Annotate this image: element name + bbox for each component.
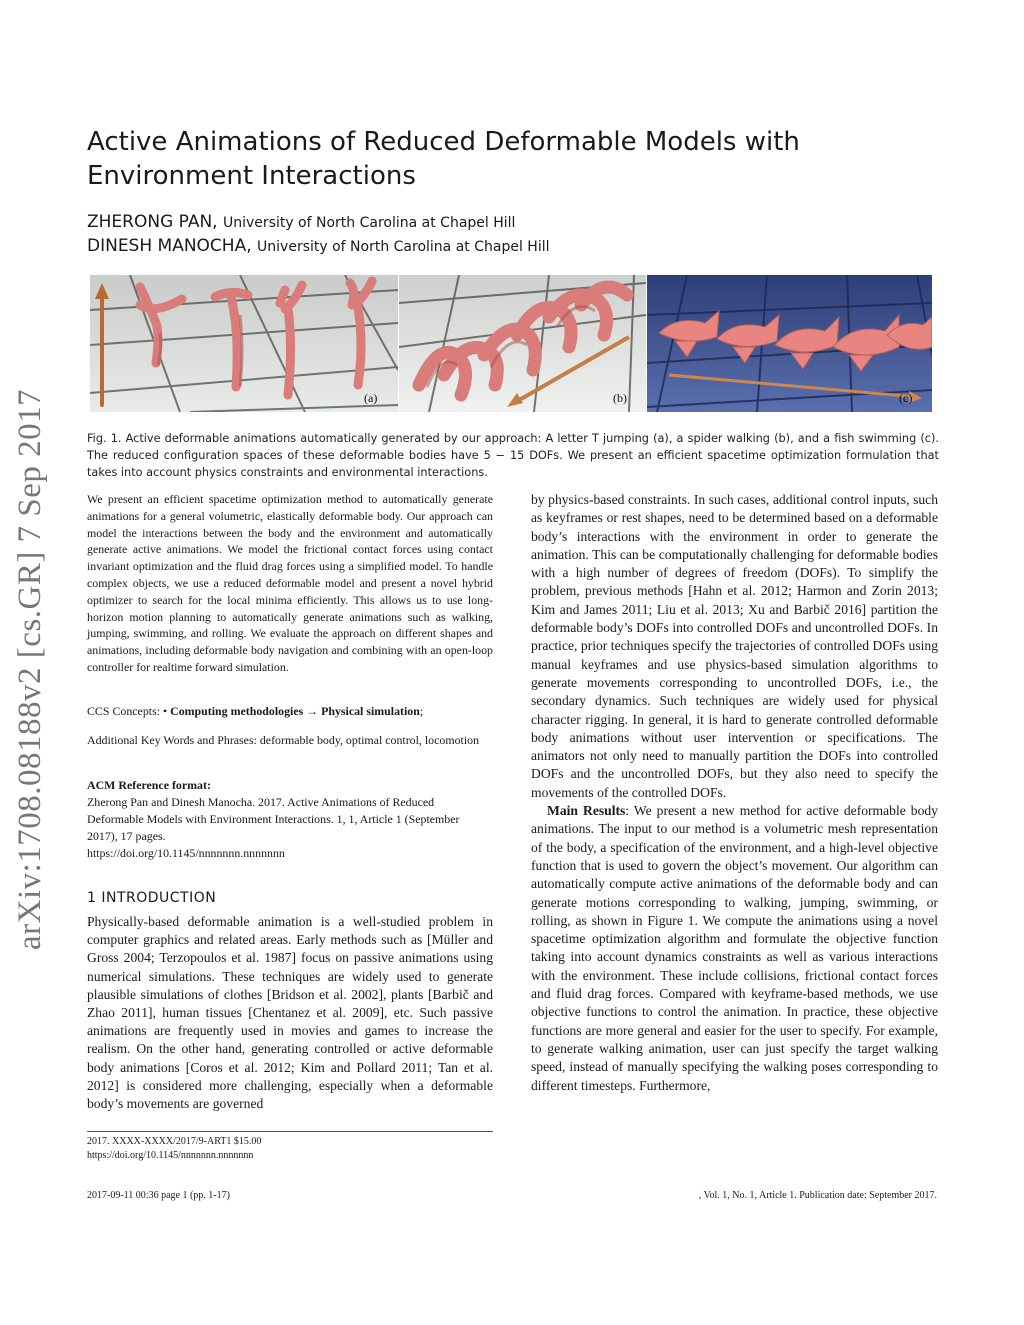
introduction-left-column: [87, 913, 493, 1113]
main-results-paragraph: [531, 802, 938, 1095]
footer-page-info: 2017-09-11 00:36 page 1 (pp. 1-17): [87, 1190, 230, 1201]
teaser-figure: [90, 275, 932, 412]
abstract: [87, 491, 493, 676]
footer-publication-info: , Vol. 1, No. 1, Article 1. Publication date: September 2017.: [698, 1190, 937, 1201]
acm-reference-doi[interactable]: https://doi.org/10.1145/nnnnnnn.nnnnnnn: [87, 846, 285, 860]
author-line: [87, 236, 550, 256]
footnote-divider: [87, 1131, 493, 1132]
author-name: ZHERONG PAN,: [87, 212, 218, 232]
right-column: [531, 491, 938, 1095]
main-results-label: Main Results: [547, 803, 626, 819]
ccs-concept: Computing methodologies → Physical simulation: [170, 704, 420, 718]
figure-panel-b: [399, 275, 646, 412]
spider-walking-image: [399, 275, 646, 412]
introduction-paragraph: Physically-based deformable animation is a well-studied problem in computer graphics and related areas. Early methods such as [Müller and Gross 2004; Terzopoulos et al. 1987] focus on passive animations using numerical simulations. These techniques are widely used to generate plausible simulations of clothes [Bridson et al. 2002], plants [Barbič and Zhao 2011], human tissues [Chentanez et al. 2009], etc. Such passive animations are frequently used in movies and games to increase the realism. On the other hand, generating controlled or active deformable body animations [Coros et al. 2012; Kim and Pollard 2011; Tan et al. 2012] is considered more challenging, especially when a deformable body’s movements are governed: [87, 914, 493, 1112]
ccs-prefix: CCS Concepts: •: [87, 704, 171, 718]
figure-panel-c: [647, 275, 932, 412]
acm-reference-format: [87, 777, 493, 862]
arxiv-identifier-stamp: arXiv:1708.08188v2 [cs.GR] 7 Sep 2017: [12, 388, 48, 950]
section-heading-introduction: 1 INTRODUCTION: [87, 890, 217, 906]
keywords: Additional Key Words and Phrases: deformable body, optimal control, locomotion: [87, 733, 480, 747]
panel-label-c: (c): [899, 391, 913, 405]
body-paragraph: by physics-based constraints. In such cases, additional control inputs, such as keyframes or rest shapes, need to be determined based on a deformable body’s interactions with the environment in order to generate the animation. This can be computationally challenging for deformable bodies with a high number of degrees of freedom (DOFs). To simplify the problem, previous methods [Hahn et al. 2012; Harmon and Zorin 2013; Kim and James 2011; Liu et al. 2013; Xu and Barbič 2016] partition the deformable body’s DOFs into controlled DOFs and uncontrolled DOFs. In practice, prior techniques specify the trajectories of controlled DOFs using manual keyframes and use physics-based simulation algorithms to generate movements corresponding to uncontrolled DOFs, i.e., the secondary dynamics. Such techniques are widely used for physical character rigging. In general, it is hard to generate controlled deformable body animations without user intervention or specifications. The animators not only need to manually partition the DOFs into controlled DOFs and the uncontrolled DOFs, but they also need to specify the movements of the controlled DOFs.: [531, 492, 938, 800]
author-name: DINESH MANOCHA,: [87, 236, 252, 256]
ccs-concepts: [87, 702, 493, 720]
figure-panel-a: [90, 275, 398, 412]
footnote-copyright: 2017. XXXX-XXXX/2017/9-ART1 $15.00: [87, 1136, 262, 1147]
main-results-text: : We present a new method for active deformable body animations. The input to our method is a volumetric mesh representation of the body, a specification of the environment, and a high-level objective function that is used to govern the object’s movement. Our algorithm can automatically compute active animations of the deformable body and can generate motions corresponding to walking, jumping, swimming, or rolling, as shown in Figure 1. We compute the animations using a novel spacetime optimization algorithm and formulate the objective function taking into account dynamics constraints as well as various interactions with the environment. These include collisions, frictional contact forces and fluid drag forces. Compared with keyframe-based methods, we use objective functions to control the animation. In practice, these objective functions are more general and easier for the user to specify. For example, to generate walking animation, user can just specify the target walking speed, instead of manually specifying the walking poses corresponding to different timesteps. Furthermore,: [531, 803, 938, 1093]
paper-title: Active Animations of Reduced Deformable Models with Environment Interactions: [87, 127, 800, 191]
figure-caption: Fig. 1. Active deformable animations automatically generated by our approach: A letter T jumping (a), a spider walking (b), and a fish swimming (c). The reduced configuration spaces of these deformable bodies have 5 − 15 DOFs. We present an efficient spacetime optimization formulation that takes into account physics constraints and environmental interactions.: [87, 432, 939, 479]
panel-label-b: (b): [613, 391, 627, 405]
fish-swimming-image: [647, 275, 932, 412]
author-affiliation: University of North Carolina at Chapel Hill: [257, 239, 550, 255]
letter-t-jumping-image: [90, 275, 398, 412]
author-line: [87, 212, 515, 232]
acm-reference-label: ACM Reference format:: [87, 778, 211, 792]
panel-label-a: (a): [364, 391, 378, 405]
abstract-paragraph: We present an efficient spacetime optimization method to automatically generate animations for a general volumetric, elastically deformable body. Our approach can model the interactions between the body and the environment and automatically generate active animations. We model the frictional contact forces using contact invariant optimization and the fluid drag forces using a simplified model. To handle complex objects, we use a reduced deformable model and present a novel hybrid optimizer to search for the local minima efficiently. This allows us to use long-horizon motion planning to automatically generate animations such as walking, jumping, swimming, and rolling. We evaluate the approach on different shapes and animations, including deformable body navigation and combining with an open-loop controller for realtime forward simulation.: [87, 492, 493, 674]
acm-reference-text: Zherong Pan and Dinesh Manocha. 2017. Active Animations of Reduced Deformable Models with Environment Interactions. 1, 1, Article 1 (September 2017), 17 pages.: [87, 795, 460, 843]
author-affiliation: University of North Carolina at Chapel Hill: [222, 215, 516, 231]
ccs-suffix: ;: [419, 704, 424, 718]
footnote-doi[interactable]: https://doi.org/10.1145/nnnnnnn.nnnnnnn: [87, 1150, 254, 1161]
